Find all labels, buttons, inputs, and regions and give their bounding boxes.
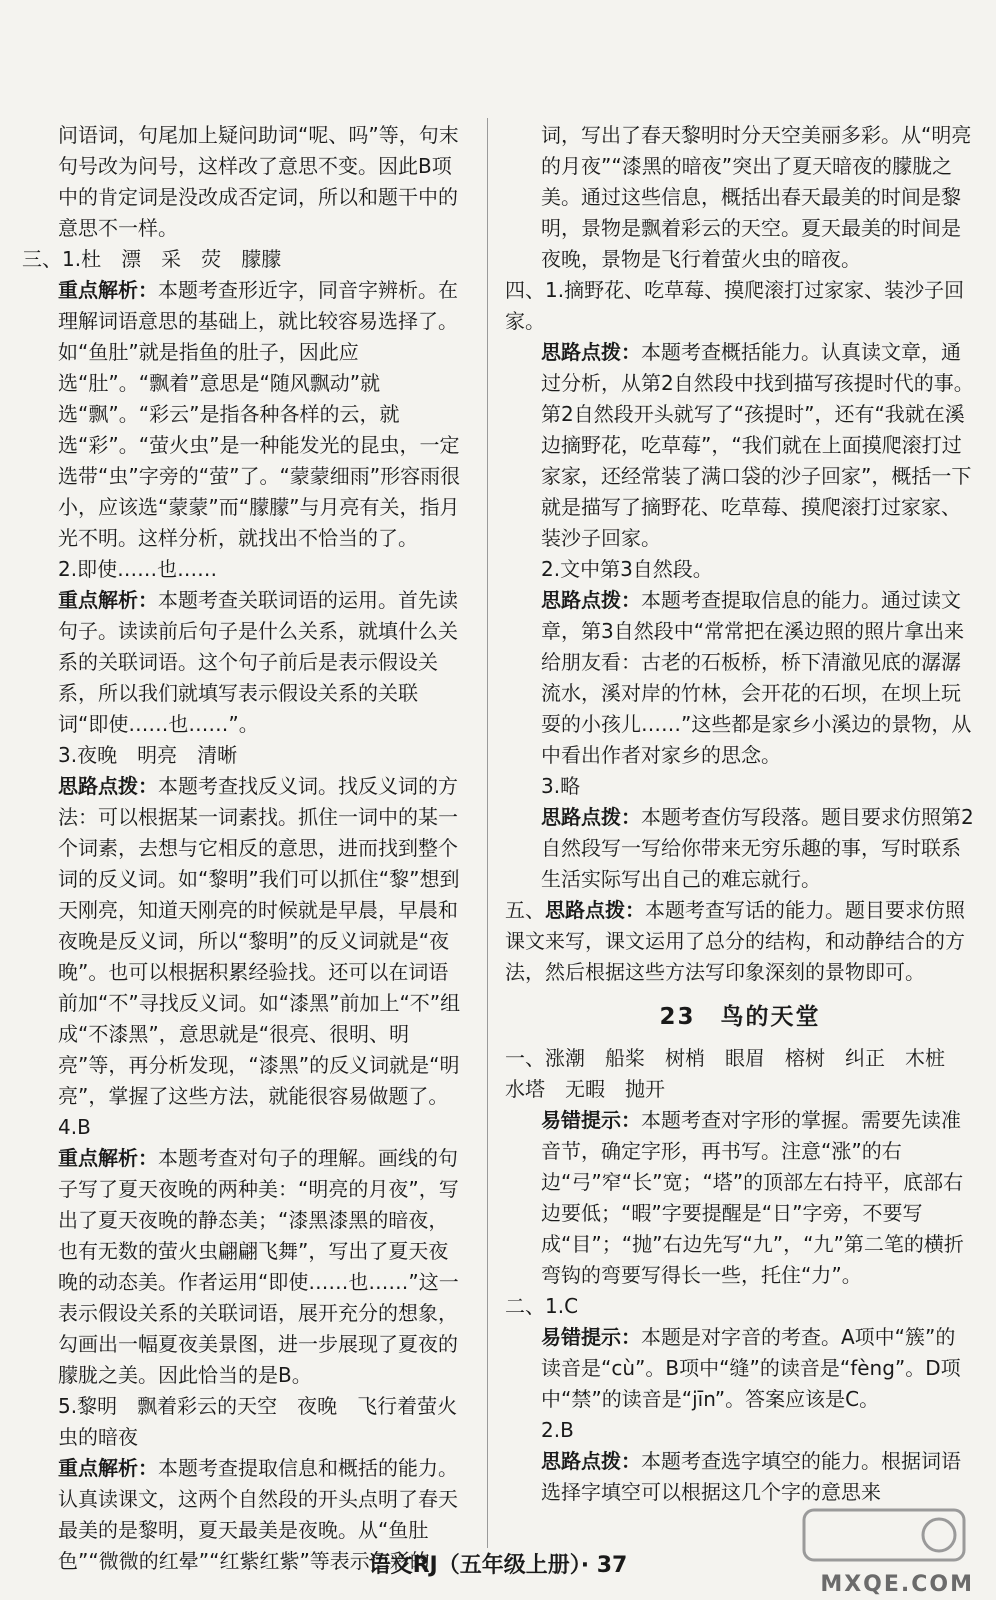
q3-3-body: 本题考查找反义词。找反义词的方法：可以根据某一词素找。抓住一词中的某一个词素，去想与它相反的意思，进而找到整个词的反义词。如“黎明”我们可以抓住“黎”想到天刚亮，知道天刚亮的时候就是早晨，早晨和夜晚是反义词，所以“黎明”的反义词就是“夜晚”。也可以根据积累经验找。还可以在词语前加“不”寻找反义词。如“漆黑”前加上“不”组成“不漆黑”，意思就是“很亮、很明、明亮”等，再分析发现，“漆黑”的反义词就是“明亮”，掌握了这些方法，就能很容易做题了。: [58, 774, 461, 1108]
right-column: [505, 120, 975, 1508]
q4-2-label: 思路点拨：: [541, 588, 641, 612]
l2-2-explain: [505, 1446, 975, 1508]
column-divider: [487, 118, 488, 1548]
q4-3-label: 思路点拨：: [541, 805, 641, 829]
q3-4-answer: 4.B: [58, 1115, 91, 1139]
q3-3-label: 思路点拨：: [58, 774, 158, 798]
q5-label: 思路点拨：: [545, 898, 645, 922]
page-footer: 语文RJ（五年级上册）· 37: [368, 1553, 628, 1578]
q4-1-explain: [505, 337, 975, 554]
lesson-title: 23 鸟的天堂: [659, 1004, 821, 1030]
q3-2-body: 本题考查关联词语的运用。首先读句子。读读前后句子是什么关系，就填什么关系的关联词语。这个句子前后是表示假设关系，所以我们就填写表示假设关系的关联词“即使……也……”。: [58, 588, 458, 736]
l1-label: 易错提示：: [541, 1108, 641, 1132]
q3-1-answer: 三、1.杜 漂 采 荧 朦朦: [22, 247, 282, 271]
l2-1-body: 本题是对字音的考查。A项中“簇”的读音是“cù”。B项中“缝”的读音是“fèng”。D项中“禁”的读音是“jīn”。答案应该是C。: [541, 1325, 961, 1411]
q3-4-body: 本题考查对句子的理解。画线的句子写了夏天夜晚的两种美：“明亮的月夜”，写出了夏天夜晚的静态美；“漆黑漆黑的暗夜，也有无数的萤火虫翩翩飞舞”，写出了夏天夜晚的动态美。作者运用“即使……也……”这一表示假设关系的关联词语，展开充分的想象，勾画出一幅夏夜美景图，进一步展现了夏夜的朦胧之美。因此恰当的是B。: [58, 1146, 459, 1387]
intro-paragraph: 问语词，句尾加上疑问助词“呢、吗”等，句末句号改为问号，这样改了意思不变。因此B项中的肯定词是没改成否定词，所以和题干中的意思不一样。: [58, 123, 459, 240]
l2-2-label: 思路点拨：: [541, 1449, 641, 1473]
l2-1-label: 易错提示：: [541, 1325, 641, 1349]
q4-1-label: 思路点拨：: [541, 340, 641, 364]
q4-1-answer: 四、1.摘野花、吃草莓、摸爬滚打过家家、装沙子回家。: [505, 278, 965, 333]
q4-2-answer: 2.文中第3自然段。: [541, 557, 713, 581]
l1-explain: [505, 1105, 975, 1291]
q3-4-explain: [22, 1143, 466, 1391]
l2-1-explain: [505, 1322, 975, 1415]
q3-5-body: 本题考查提取信息和概括的能力。认真读课文，这两个自然段的开头点明了春天最美的是黎明，夏天最美是夜晚。从“鱼肚色”“微微的红晕”“红紫红紫”等表示色彩的: [58, 1456, 458, 1573]
left-column: [22, 120, 466, 1577]
l2-2-answer: 2.B: [541, 1418, 574, 1442]
watermark-text: MXQE.COM: [820, 1572, 974, 1597]
q4-3-body: 本题考查仿写段落。题目要求仿照第2自然段写一写给你带来无穷乐趣的事，写时联系生活实际写出自己的难忘就行。: [541, 805, 974, 891]
q3-2-label: 重点解析：: [58, 588, 158, 612]
l1-answer: 一、涨潮 船桨 树梢 眼眉 榕树 纠正 木桩 水塔 无暇 抛开: [505, 1046, 965, 1101]
l1-body: 本题考查对字形的掌握。需要先读准音节，确定字形，再书写。注意“涨”的右边“弓”窄“长”宽；“塔”的顶部左右持平，底部右边要低；“暇”字要提醒是“日”字旁，不要写成“目”；“抛”右边先写“九”，“九”第二笔的横折弯钩的弯要写得长一些，托住“力”。: [541, 1108, 964, 1287]
q3-3-answer: 3.夜晚 明亮 清晰: [58, 743, 238, 767]
q3-1-body: 本题考查形近字，同音字辨析。在理解词语意思的基础上，就比较容易选择了。如“鱼肚”就是指鱼的肚子，因此应选“肚”。“飘着”意思是“随风飘动”就选“飘”。“彩云”是指各种各样的云，就选“彩”。“萤火虫”是一种能发光的昆虫，一定选带“虫”字旁的“萤”了。“蒙蒙细雨”形容雨很小，应该选“蒙蒙”而“朦朦”与月亮有关，指月光不明。这样分析，就找出不恰当的了。: [58, 278, 461, 550]
q3-5-answer: 5.黎明 飘着彩云的天空 夜晚 飞行着萤火虫的暗夜: [58, 1394, 458, 1449]
continued-paragraph: 词，写出了春天黎明时分天空美丽多彩。从“明亮的月夜”“漆黑的暗夜”突出了夏天暗夜的朦胧之美。通过这些信息，概括出春天最美的时间是黎明，景物是飘着彩云的天空。夏天最美的时间是夜晚，景物是飞行着萤火虫的暗夜。: [541, 123, 972, 271]
q4-1-body: 本题考查概括能力。认真读文章，通过分析，从第2自然段中找到描写孩提时代的事。第2自然段开头就写了“孩提时”，还有“我就在溪边摘野花，吃草莓”，“我们就在上面摸爬滚打过家家，还经常装了满口袋的沙子回家”，概括一下就是描写了摘野花、吃草莓、摸爬滚打过家家、装沙子回家。: [541, 340, 974, 550]
l2-1-answer: 二、1.C: [505, 1294, 579, 1318]
q3-1-explain: [22, 275, 466, 554]
q5-body: 本题考查写话的能力。题目要求仿照课文来写，课文运用了总分的结构，和动静结合的方法，然后根据这些方法写印象深刻的景物即可。: [505, 898, 965, 984]
q5-explain: [505, 895, 975, 988]
q4-3-answer: 3.略: [541, 774, 581, 798]
q3-3-explain: [22, 771, 466, 1112]
q4-3-explain: [505, 802, 975, 895]
q3-1-label: 重点解析：: [58, 278, 158, 302]
q3-5-label: 重点解析：: [58, 1456, 158, 1480]
q3-2-explain: [22, 585, 466, 740]
q4-2-explain: [505, 585, 975, 771]
l2-2-body: 本题考查选字填空的能力。根据词语选择字填空可以根据这几个字的意思来: [541, 1449, 961, 1504]
q3-4-label: 重点解析：: [58, 1146, 158, 1170]
q4-2-body: 本题考查提取信息的能力。通过读文章，第3自然段中“常常把在溪边照的照片拿出来给朋友看：古老的石板桥，桥下清澈见底的潺潺流水，溪对岸的竹林，会开花的石坝，在坝上玩耍的小孩儿……”这些都是家乡小溪边的景物，从中看出作者对家乡的思念。: [541, 588, 972, 767]
q5-head: 五、: [505, 898, 545, 922]
q3-2-answer: 2.即使……也……: [58, 557, 218, 581]
